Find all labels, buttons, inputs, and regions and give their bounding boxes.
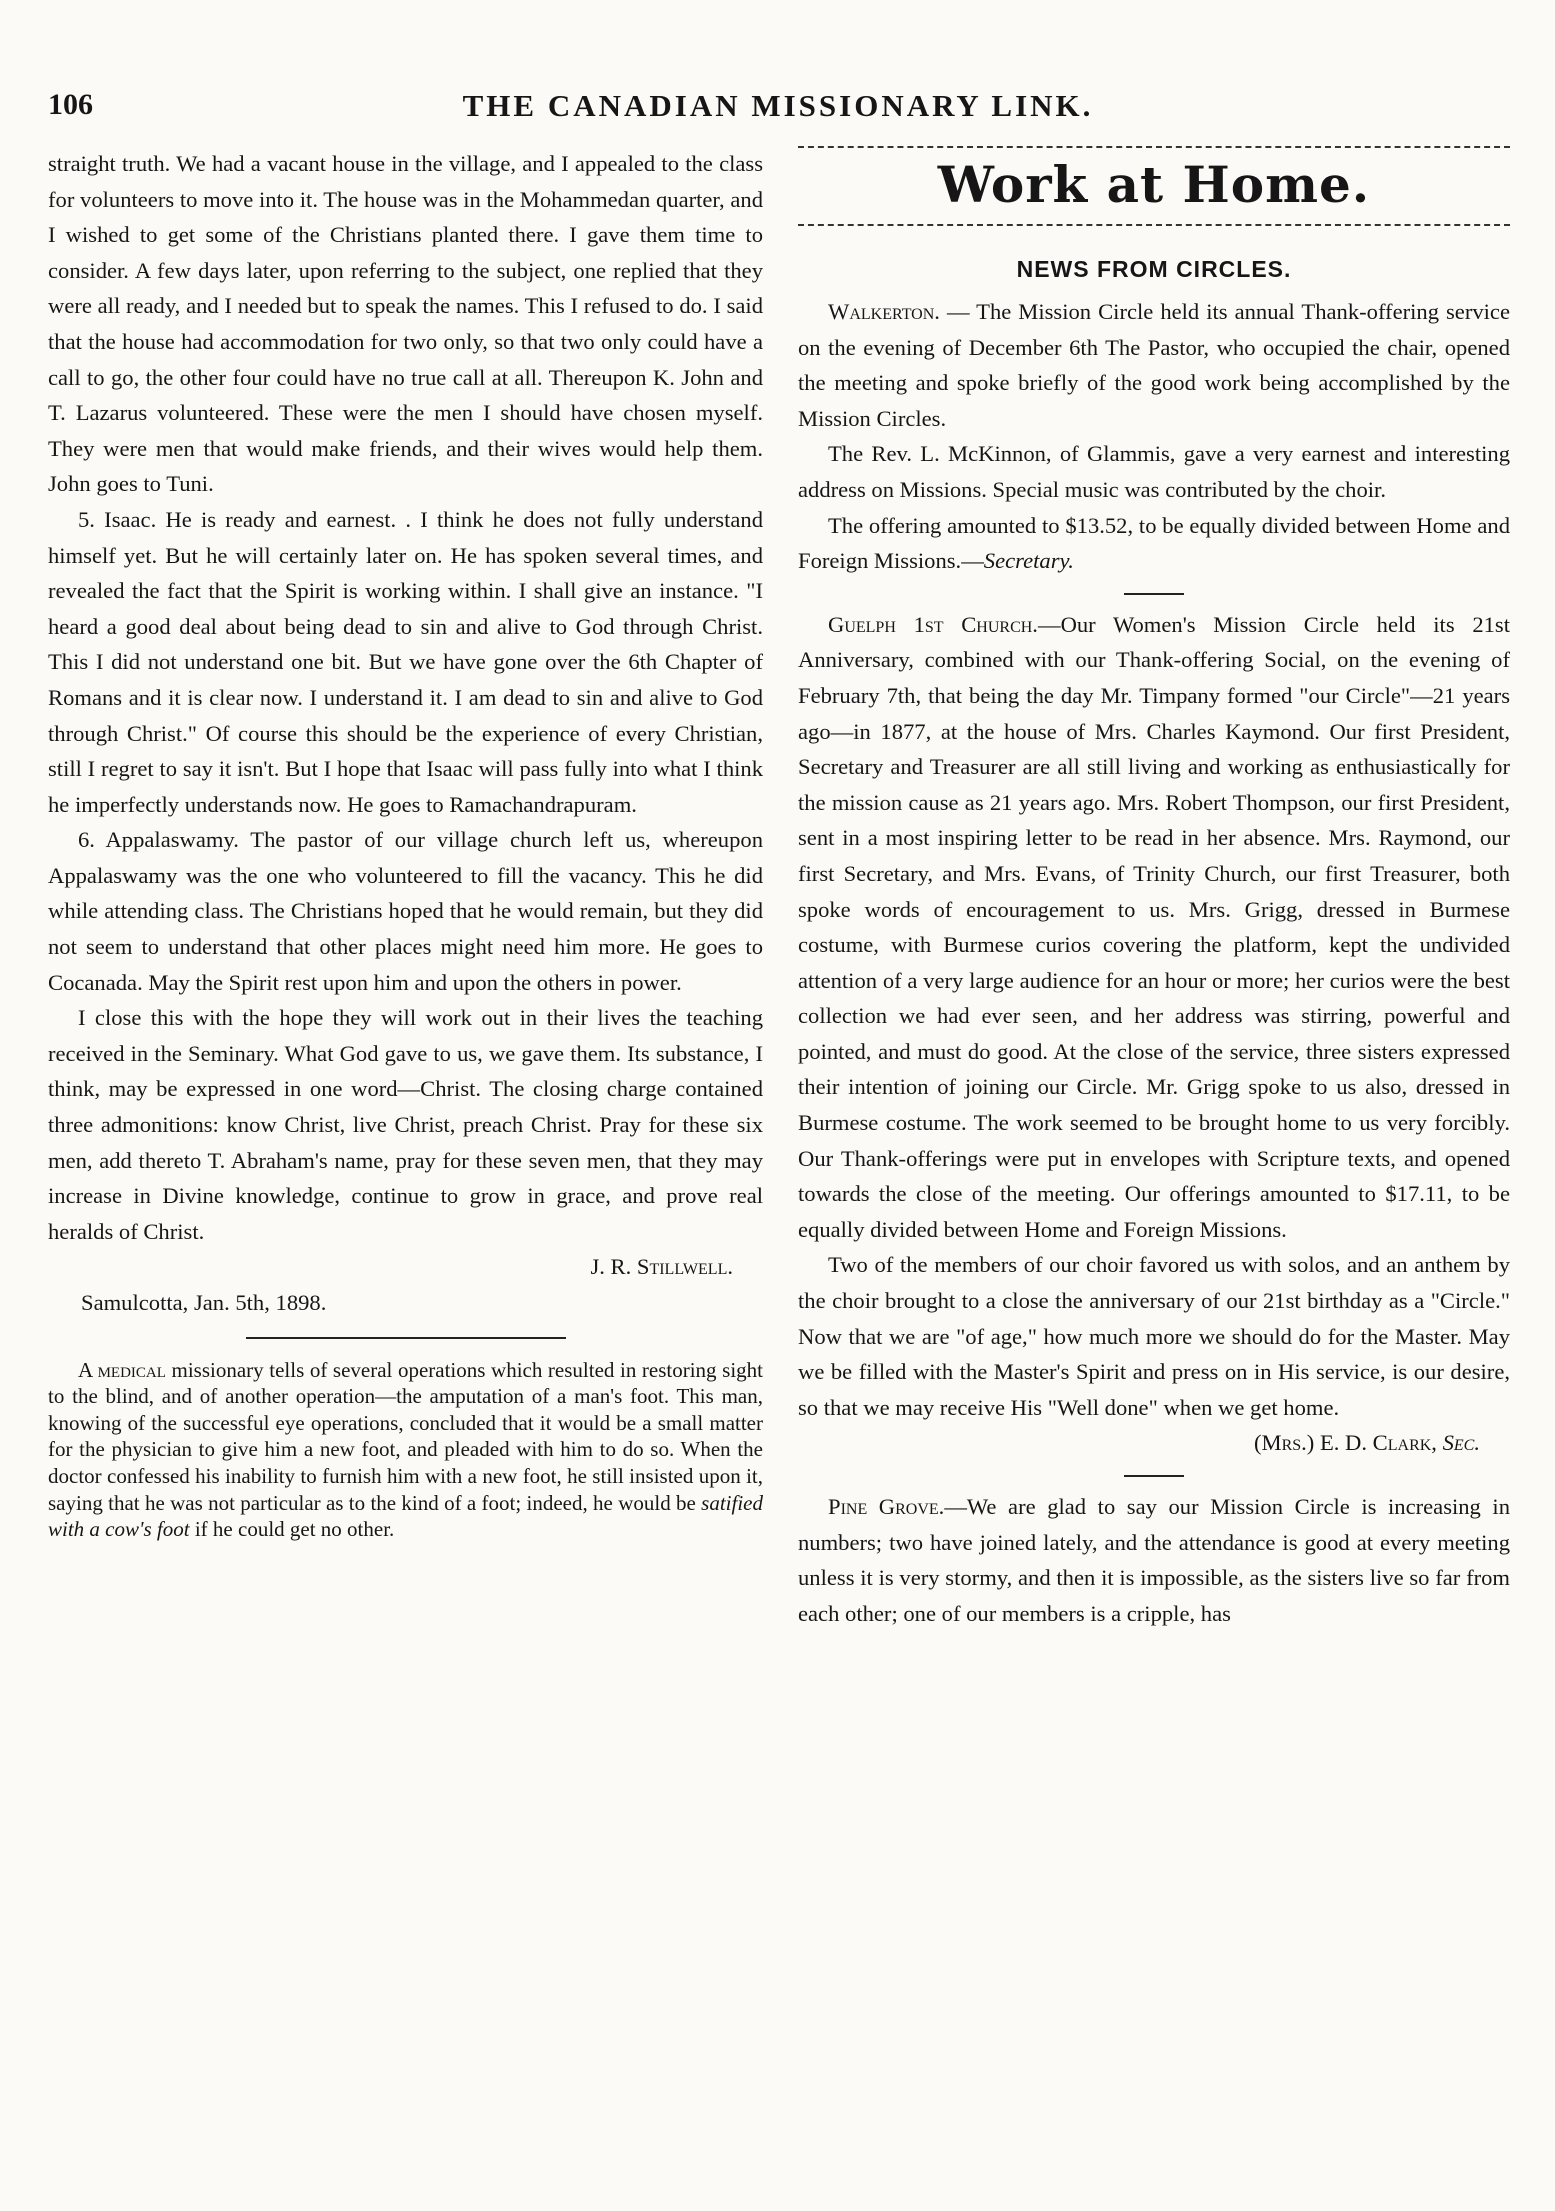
walkerton-body: — The Mission Circle held its annual Thank-offering service on the evening of December 6th The Pastor, who occupied the chair, opened the meeting and spoke briefly of the good work being accomplished by the Mission Circles. — [798, 299, 1510, 431]
guelph-paragraph — [798, 607, 1510, 1248]
letter-signature: J. R. Stillwell. — [590, 1254, 733, 1280]
divider-rule-1 — [1124, 593, 1184, 595]
letter-place-date: Samulcotta, Jan. 5th, 1898. — [81, 1290, 327, 1315]
news-subtitle: NEWS FROM CIRCLES. — [1016, 256, 1292, 282]
divider-rule — [246, 1337, 566, 1339]
walkerton-paragraph-2: The Rev. L. McKinnon, of Glammis, gave a very earnest and interesting address on Missions. Special music was contributed by the choir. — [798, 441, 1510, 502]
walkerton-paragraph — [798, 294, 1510, 436]
pine-grove-body: —We are glad to say our Mission Circle is increasing in numbers; two have joined lately, and the attendance is good at every meeting unless it is very stormy, and then it is impossible, as the sisters live so far from each other; one of our members is a cripple, has — [798, 1494, 1511, 1626]
left-paragraph-1: straight truth. We had a vacant house in the village, and I appealed to the class for volunteers to move into it. The house was in the Mohammedan quarter, and I wished to get some of the Christians planted there. I gave them time to consider. A few days later, upon referring to the subject, one replied that they were all ready, and I needed but to speak the names. This I refused to do. I said that the house had accommodation for two only, so that two only could have a call to go, the other four could have no true call at all. Thereupon K. John and T. Lazarus volunteered. These were the men I should have chosen myself. They were men that would make friends, and their wives would help them. John goes to Tuni. — [48, 151, 763, 497]
guelph-sig-role: Sec. — [1442, 1430, 1480, 1456]
guelph-body: —Our Women's Mission Circle held its 21st Anniversary, combined with our Thank-offering Social, on the evening of February 7th, that being the day Mr. Timpany formed "our Circle"—21 years ago—in 1877, at the house of Mrs. Charles Kaymond. Our first President, Secretary and Treasurer are all still living and working as enthusiastically for the mission cause as 21 years ago. Mrs. Robert Thompson, our first President, sent in a most inspiring letter to be read in her absence. Mrs. Raymond, our first Secretary, and Mrs. Evans, of Trinity Church, our first Treasurer, both spoke words of encouragement to us. Mrs. Grigg, dressed in Burmese costume, with Burmese curios covering the platform, kept the undivided attention of a very large audience for an hour or more; her curios were the best collection we had ever seen, and her address was stirring, powerful and pointed, and must do good. At the close of the service, three sisters expressed their intention of joining our Circle. Mr. Grigg spoke to us also, dressed in Burmese costume. The work seemed to be brought home to us very forcibly. Our Thank-offerings were put in envelopes with Scripture texts, and opened towards the close of the meeting. Our offerings amounted to $17.11, to be equally divided between Home and Foreign Missions. — [798, 611, 1510, 1242]
guelph-paragraph-2: Two of the members of our choir favored us with solos, and an anthem by the choir brought to a close the anniversary of our 21st birthday as a "Circle." Now that we are "of age," how much more we should do for the Master. May we be filled with the Master's Spirit and press on in His service, is our desire, so that we may receive His "Well done" when we get home. — [798, 1252, 1510, 1420]
left-paragraph-appalaswamy: 6. Appalaswamy. The pastor of our village church left us, whereupon Appalaswamy was the one who volunteered to fill the vacancy. This he did while attending class. The Christians hoped that he would remain, but they did not seem to understand that other places might need him more. He goes to Cocanada. May the Spirit rest upon him and upon the others in power. — [48, 827, 763, 995]
page-header — [48, 88, 1508, 136]
top-dashed-rule — [798, 146, 1510, 148]
medical-italic: satified with a cow's foot — [48, 1490, 763, 1542]
walkerton-signature: Secretary. — [983, 548, 1074, 574]
right-column — [798, 146, 1510, 1631]
divider-rule-2 — [1124, 1475, 1184, 1477]
pine-grove-paragraph — [798, 1489, 1510, 1631]
left-paragraph-isaac: 5. Isaac. He is ready and earnest. . I think he does not fully understand himself yet. But he will certainly later on. He has spoken several times, and revealed the fact that the Spirit is working within. I shall give an instance. "I heard a good deal about being dead to sin and alive to God through Christ. This I did not understand one bit. But we have gone over the 6th Chapter of Romans and it is clear now. I understand it. I am dead to sin and alive to God through Christ." Of course this should be the experience of every Christian, still I regret to say it isn't. But I hope that Isaac will pass fully into what I think he imperfectly understands now. He goes to Ramachandrapuram. — [48, 506, 763, 817]
left-paragraph-closing: I close this with the hope they will work out in their lives the teaching received in the Seminary. What God gave to us, we gave them. Its substance, I think, may be expressed in one word—Christ. The closing charge contained three admonitions: know Christ, live Christ, preach Christ. Pray for these six men, add thereto T. Abraham's name, pray for these seven men, that they may increase in Divine knowledge, continue to grow in grace, and prove real heralds of Christ. — [48, 1005, 763, 1244]
medical-end: if he could get no other. — [189, 1517, 395, 1542]
journal-title: THE CANADIAN MISSIONARY LINK. — [462, 88, 1094, 123]
walkerton-paragraph-3 — [798, 508, 1510, 579]
section-title: Work at Home. — [937, 155, 1371, 214]
page-number: 106 — [48, 88, 93, 121]
walkerton-lead: Walkerton. — [828, 299, 940, 324]
guelph-sig-name: (Mrs.) E. D. Clark, — [1253, 1430, 1437, 1456]
title-dashed-rule — [798, 224, 1510, 226]
guelph-lead: Guelph 1st Church. — [828, 611, 1038, 637]
medical-anecdote — [48, 1357, 763, 1543]
medical-lead: A medical — [78, 1357, 166, 1382]
walkerton-offering: The offering amounted to $13.52, to be equally divided between Home and Foreign Missions.— — [798, 512, 1510, 574]
pine-grove-lead: Pine Grove. — [828, 1494, 945, 1519]
left-column — [48, 146, 763, 1543]
medical-body: missionary tells of several operations which resulted in restoring sight to the blind, and of another operation—the amputation of a man's foot. This man, knowing of the successful eye operations, concluded that it would be a small matter for the physician to give him a new foot, and pleaded with him to do so. When the doctor confessed his inability to furnish him with a new foot, he still insisted upon it, saying that he was not particular as to the kind of a foot; indeed, he would be — [48, 1357, 763, 1515]
guelph-signature — [798, 1425, 1510, 1461]
